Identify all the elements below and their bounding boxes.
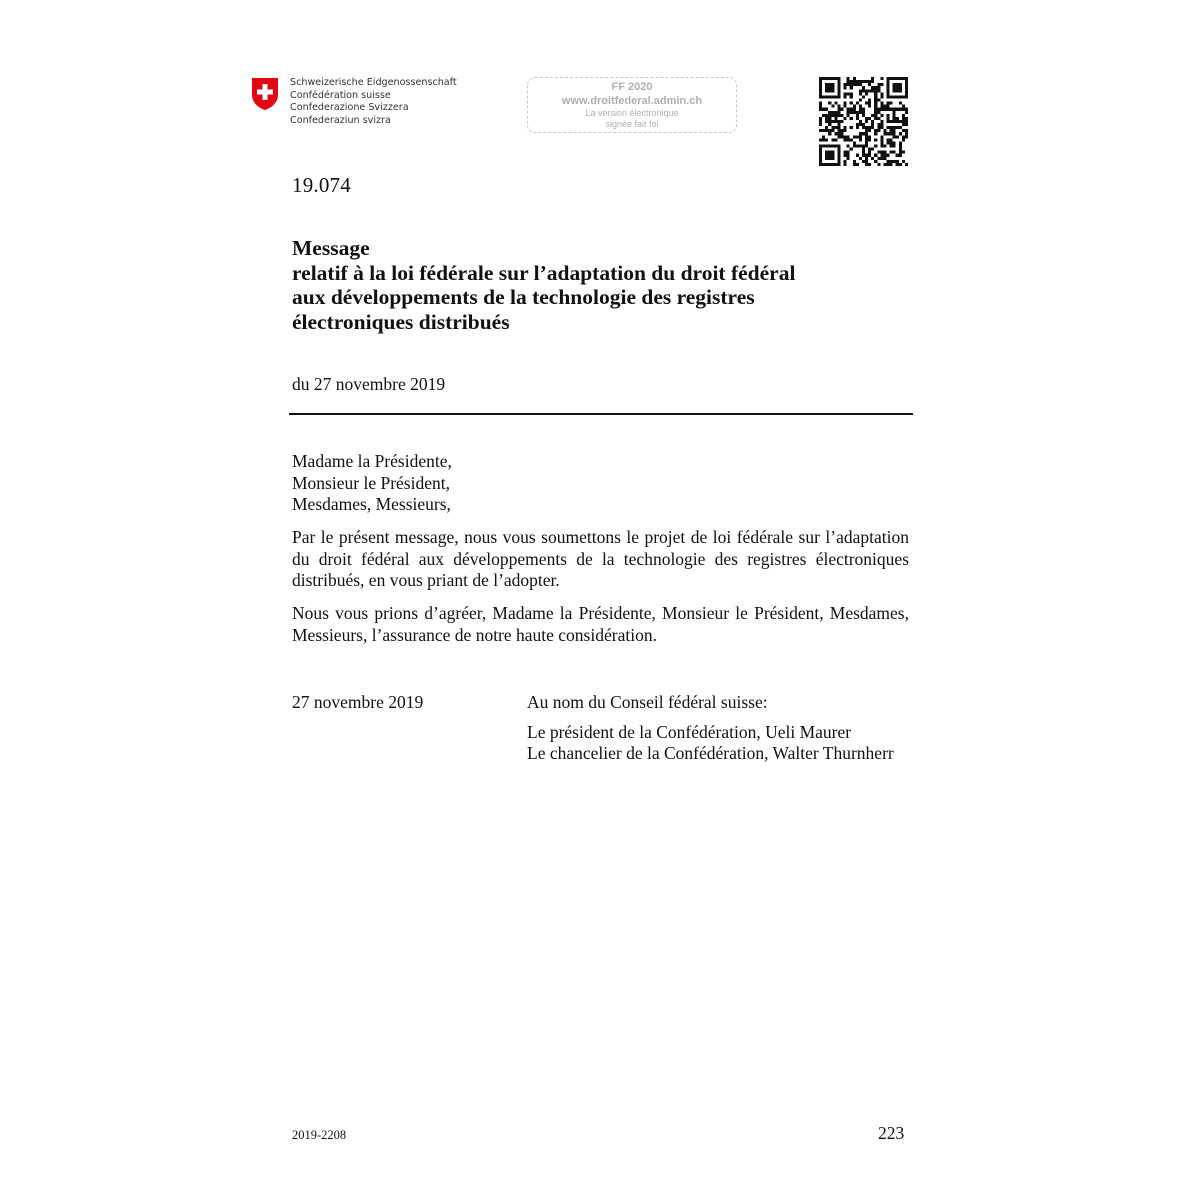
salutation-line: Monsieur le Président, xyxy=(292,472,450,493)
salutation-line: Madame la Présidente, xyxy=(292,451,452,471)
title-line: relatif à la loi fédérale sur l’adaptation du droit fédéral xyxy=(292,260,796,285)
confederation-names xyxy=(290,77,457,128)
confederation-name-de: Schweizerische Eidgenossenschaft xyxy=(290,77,457,88)
footer-reference: 2019-2208 xyxy=(292,1128,347,1142)
stamp-note-1: La version électronique xyxy=(585,108,679,118)
salutation-line: Mesdames, Messieurs, xyxy=(292,494,451,515)
title-line: aux développements de la technologie des registres xyxy=(292,285,755,310)
message-date: du 27 novembre 2019 xyxy=(292,374,446,394)
stamp-url: www.droitfederal.admin.ch xyxy=(561,95,703,107)
body-paragraph-2: Nous vous prions d’agréer, Madame la Présidente, Monsieur le Président, Mesdames, Messieurs, l’assurance de notre haute considération. xyxy=(292,603,909,645)
body-paragraph-1: Par le présent message, nous vous soumettons le projet de loi fédérale sur l’adaptation du droit fédéral aux développements de la technologie des registres électroniques distribués, en vous priant de l’adopter. xyxy=(292,527,909,591)
confederation-logo xyxy=(251,77,461,133)
chancellor-signature: Le chancelier de la Confédération, Walter Thurnherr xyxy=(527,743,894,764)
swiss-shield-icon xyxy=(251,77,279,111)
signature-block xyxy=(527,692,927,765)
header-divider xyxy=(289,413,913,415)
president-signature: Le président de la Confédération, Ueli Maurer xyxy=(527,721,852,742)
salutation xyxy=(292,451,452,516)
stamp-note-2: signée fait foi xyxy=(605,118,659,129)
document-title xyxy=(292,236,932,334)
document-number: 19.074 xyxy=(292,173,351,197)
stamp-ff-ref: FF 2020 xyxy=(611,81,653,93)
signature-date: 27 novembre 2019 xyxy=(292,692,424,712)
confederation-name-it: Confederazione Svizzera xyxy=(290,102,409,114)
electronic-version-stamp xyxy=(527,77,737,133)
title-line: électroniques distribués xyxy=(292,309,510,334)
qr-code-icon xyxy=(819,77,908,166)
title-line: Message xyxy=(292,236,370,260)
council-line: Au nom du Conseil fédéral suisse: xyxy=(527,692,768,712)
confederation-name-fr: Confédération suisse xyxy=(290,89,391,101)
confederation-name-rm: Confederaziun svizra xyxy=(290,115,391,127)
page-number: 223 xyxy=(878,1123,905,1143)
